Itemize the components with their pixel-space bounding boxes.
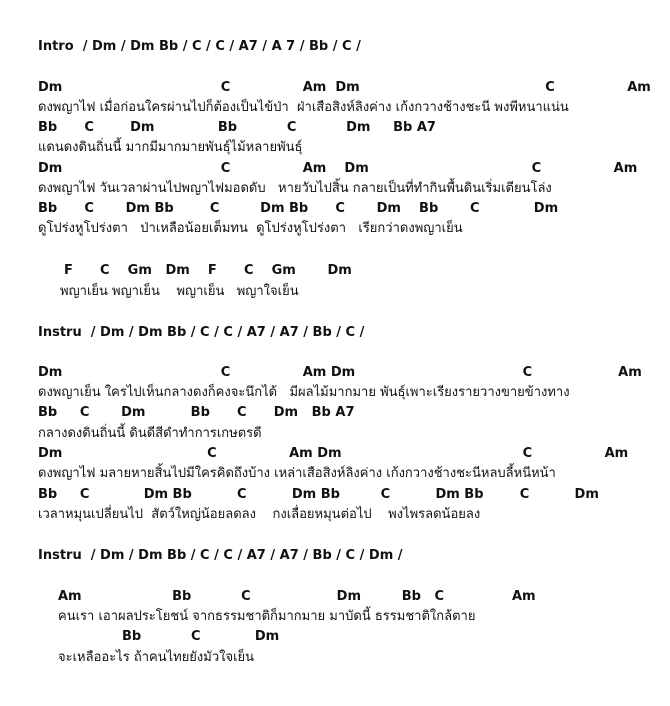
verse3-lyrics-1: คนเรา เอาผลประโยชน์ จากธรรมชาติก็มากมาย มาบัดนี้ ธรรมชาติใกล้ตาย xyxy=(58,609,476,624)
verse2-chords-2: Bb C Dm Bb C Dm Bb A7 xyxy=(38,405,355,420)
instru2-line: Instru / Dm / Dm Bb / C / C / A7 / A7 / Bb / C / Dm / xyxy=(38,548,403,563)
verse1-chords-4: Bb C Dm Bb C Dm Bb C Dm Bb C Dm xyxy=(38,201,559,216)
verse2-lyrics-2: กลางดงดินถิ่นนี้ ดินดีสีดำทำการเกษตรดี xyxy=(38,426,262,441)
verse2-lyrics-1: ดงพญาเย็น ใครไปเห็นกลางดงก็คงจะนึกได้ มีผลไม้มากมาย พันธุ์เพาะเรียงรายวางขายข้างทาง xyxy=(38,385,570,400)
intro-line: Intro / Dm / Dm Bb / C / C / A7 / A 7 / Bb / C / xyxy=(38,39,361,54)
verse1-chords-3: Dm C Am Dm C Am xyxy=(38,161,638,176)
verse2-chords-3: Dm C Am Dm C Am xyxy=(38,446,629,461)
verse2-chords-4: Bb C Dm Bb C Dm Bb C Dm Bb C Dm xyxy=(38,487,599,502)
verse1-chords-1: Dm C Am Dm C Am xyxy=(38,80,651,95)
chorus-lyrics: พญาเย็น พญาเย็น พญาเย็น พญาใจเย็น xyxy=(60,284,299,299)
verse2-chords-1: Dm C Am Dm C Am xyxy=(38,365,642,380)
verse1-lyrics-3: ดงพญาไฟ วันเวลาผ่านไปพญาไฟมอดดับ หายวับไปสิ้น กลายเป็นที่ทำกินพื้นดินเริ่มเตียนโล่ง xyxy=(38,181,552,196)
verse3-lyrics-2: จะเหลืออะไร ถ้าคนไทยยังมัวใจเย็น xyxy=(58,650,255,665)
verse2-lyrics-3: ดงพญาไฟ มลายหายสิ้นไปมีใครคิดถึงบ้าง เหล่าเสือสิงห์ลิงค่าง เก้งกวางช้างชะนีหลบลี้หนีหน้า xyxy=(38,466,556,481)
verse1-lyrics-2: แดนดงดินถิ่นนี้ มากมีมากมายพันธุ์ไม้หลายพันธุ์ xyxy=(38,140,303,155)
verse1-lyrics-4: ดูโปร่งหูโปร่งตา ป่าเหลือน้อยเต็มทน ดูโปร่งหูโปร่งตา เรียกว่าดงพญาเย็น xyxy=(38,221,463,236)
verse1-lyrics-1: ดงพญาไฟ เมื่อก่อนใครผ่านไปก็ต้องเป็นไข้ป่า ฝ่าเสือสิงห์ลิงค่าง เก้งกวางช้างชะนี พงพีหนาแน่น xyxy=(38,100,569,115)
verse2-lyrics-4: เวลาหมุนเปลี่ยนไป สัตว์ใหญ่น้อยลดลง กงเลื่อยหมุนต่อไป พงไพรลดน้อยลง xyxy=(38,507,481,522)
instru1-line: Instru / Dm / Dm Bb / C / C / A7 / A7 / Bb / C / xyxy=(38,325,365,340)
verse3-chords-1: Am Bb C Dm Bb C Am xyxy=(58,589,536,604)
chorus-chords: F C Gm Dm F C Gm Dm xyxy=(64,263,352,278)
verse3-chords-2: Bb C Dm xyxy=(122,629,280,644)
verse1-chords-2: Bb C Dm Bb C Dm Bb A7 xyxy=(38,120,436,135)
